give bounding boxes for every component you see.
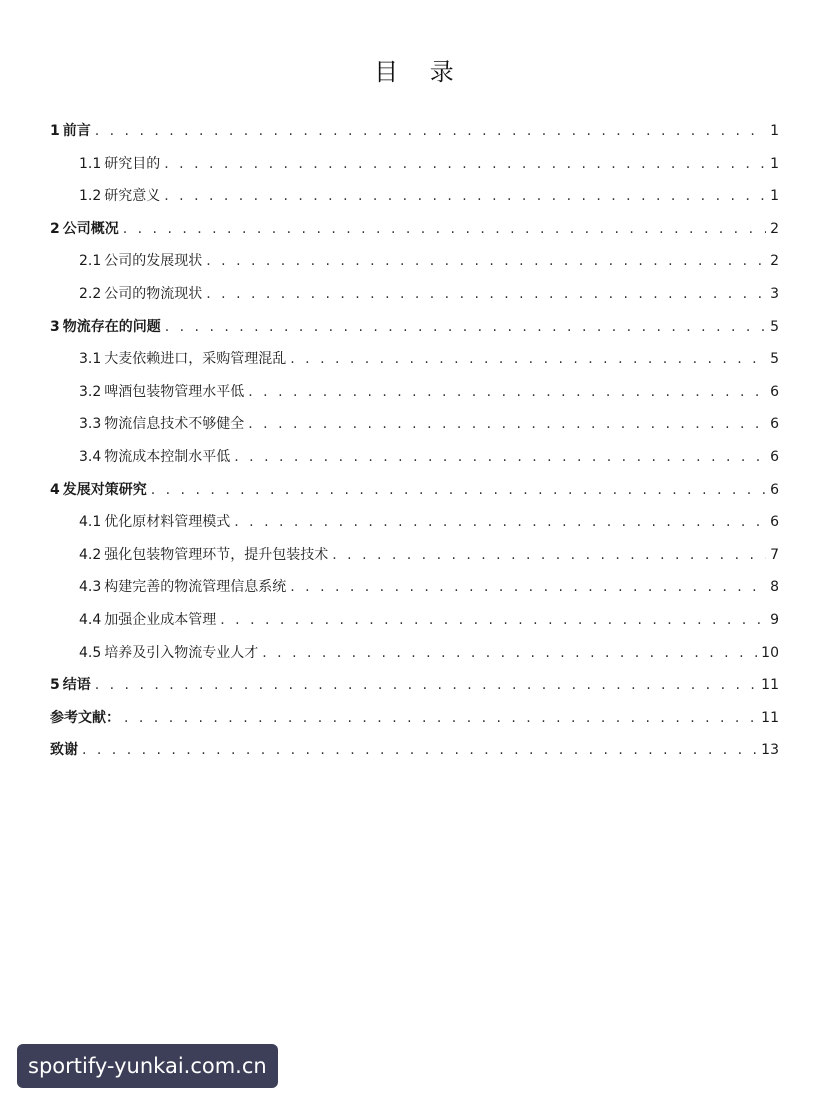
toc-entry[interactable]	[50, 575, 779, 608]
toc-entry-number: 1.1	[79, 155, 102, 172]
page-title: 目 录	[374, 58, 466, 86]
toc-dot-leader	[248, 380, 766, 404]
toc-entry-number: 4.3	[79, 579, 102, 596]
toc-entry-page: 1	[770, 123, 779, 139]
toc-entry-number: 1	[50, 123, 60, 139]
toc-entry-text: 强化包装物管理环节，提升包装技术	[104, 546, 329, 563]
toc-entry-text: 构建完善的物流管理信息系统	[104, 579, 287, 596]
toc-dot-leader	[234, 510, 766, 534]
toc-entry-page: 7	[770, 546, 779, 563]
toc-entry[interactable]	[50, 217, 779, 250]
toc-entry-number: 4.2	[79, 546, 102, 563]
toc-entry-text: 发展对策研究	[62, 481, 147, 498]
toc-entry[interactable]	[50, 347, 779, 380]
toc-dot-leader	[124, 706, 757, 730]
toc-entry-label	[50, 706, 120, 730]
toc-entry-text: 加强企业成本管理	[104, 611, 217, 628]
toc-entry-page: 1	[770, 188, 779, 205]
toc-entry-text: 研究目的	[104, 155, 161, 172]
toc-entry[interactable]	[50, 543, 779, 576]
toc-entry-text: 前言	[62, 123, 91, 139]
toc-entry-text: 结语	[62, 677, 91, 694]
toc-entry[interactable]	[50, 673, 779, 706]
toc-entry-text: 物流存在的问题	[62, 318, 161, 335]
toc-entry-label	[79, 184, 160, 208]
toc-entry[interactable]	[50, 478, 779, 511]
toc-entry-number: 1.2	[79, 188, 102, 205]
toc-entry-text: 公司的物流现状	[104, 285, 203, 302]
toc-entry-text: 啤酒包装物管理水平低	[104, 383, 245, 400]
toc-entry-text: 公司的发展现状	[104, 253, 203, 270]
toc-entry[interactable]	[50, 510, 779, 543]
toc-dot-leader	[164, 184, 766, 208]
toc-entry-label	[50, 673, 91, 697]
toc-entry-label	[79, 641, 258, 665]
toc-dot-leader	[164, 152, 766, 176]
toc-entry-label	[50, 478, 147, 502]
toc-entry-number: 3.2	[79, 383, 102, 400]
toc-dot-leader	[165, 315, 766, 339]
toc-entry-number: 5	[50, 677, 60, 694]
toc-entry[interactable]	[50, 282, 779, 315]
toc-entry-page: 6	[770, 448, 779, 465]
toc-entry-page: 6	[770, 416, 779, 433]
toc-entry-label	[50, 119, 91, 143]
toc-entry[interactable]	[50, 445, 779, 478]
toc-entry-page: 11	[761, 709, 779, 726]
toc-entry-text: 物流信息技术不够健全	[104, 416, 245, 433]
toc-entry[interactable]	[50, 412, 779, 445]
table-of-contents	[50, 119, 779, 771]
toc-entry-label	[79, 412, 244, 436]
toc-dot-leader	[220, 608, 766, 632]
toc-entry-text: 培养及引入物流专业人才	[104, 644, 259, 661]
toc-entry[interactable]	[50, 315, 779, 348]
toc-entry-number: 4.4	[79, 611, 102, 628]
toc-entry-label	[79, 249, 202, 273]
toc-entry-page: 1	[770, 155, 779, 172]
toc-entry[interactable]	[50, 738, 779, 771]
toc-dot-leader	[290, 347, 766, 371]
toc-entry[interactable]	[50, 249, 779, 282]
toc-entry-text: 大麦依赖进口，采购管理混乱	[104, 351, 287, 368]
toc-entry-number: 4.5	[79, 644, 102, 661]
toc-dot-leader	[206, 249, 766, 273]
toc-entry-label	[79, 347, 286, 371]
toc-entry-page: 6	[770, 514, 779, 531]
toc-entry-label	[79, 445, 230, 469]
toc-dot-leader	[151, 478, 766, 502]
toc-dot-leader	[248, 412, 766, 436]
toc-entry[interactable]	[50, 152, 779, 185]
watermark: sportify-yunkai.com.cn	[17, 1044, 278, 1088]
toc-entry-label	[50, 738, 78, 762]
toc-entry-number: 2.2	[79, 285, 102, 302]
toc-entry-label	[79, 380, 244, 404]
toc-entry-label	[79, 575, 286, 599]
toc-dot-leader	[206, 282, 766, 306]
toc-dot-leader	[123, 217, 766, 241]
toc-entry[interactable]	[50, 184, 779, 217]
toc-entry-text: 致谢	[50, 742, 78, 759]
toc-entry-number: 4.1	[79, 514, 102, 531]
toc-entry-text: 研究意义	[104, 188, 161, 205]
toc-entry-label	[79, 282, 202, 306]
toc-entry-number: 3	[50, 318, 60, 335]
toc-dot-leader	[290, 575, 766, 599]
toc-entry-page: 5	[770, 351, 779, 368]
toc-entry-label	[50, 315, 161, 339]
toc-entry-page: 11	[761, 677, 779, 694]
toc-dot-leader	[95, 673, 757, 697]
toc-entry[interactable]	[50, 380, 779, 413]
toc-entry-number: 3.4	[79, 448, 102, 465]
toc-dot-leader	[82, 738, 757, 762]
toc-entry-text: 公司概况	[62, 220, 119, 237]
toc-entry-page: 5	[770, 318, 779, 335]
toc-entry-page: 6	[770, 383, 779, 400]
toc-entry[interactable]	[50, 706, 779, 739]
toc-entry-label	[79, 510, 230, 534]
toc-entry-page: 8	[770, 579, 779, 596]
toc-entry-page: 6	[770, 481, 779, 498]
toc-entry-number: 2	[50, 220, 60, 237]
toc-entry-text: 物流成本控制水平低	[104, 448, 231, 465]
toc-dot-leader	[234, 445, 766, 469]
toc-entry-number: 4	[50, 481, 60, 498]
toc-entry-text: 参考文献：	[50, 709, 120, 726]
toc-entry-page: 3	[770, 285, 779, 302]
toc-entry-number: 3.3	[79, 416, 102, 433]
toc-entry-page: 9	[770, 611, 779, 628]
toc-entry-page: 13	[761, 742, 779, 759]
toc-entry-label	[79, 608, 216, 632]
toc-dot-leader	[262, 641, 757, 665]
toc-entry-page: 10	[761, 644, 779, 661]
toc-dot-leader	[332, 543, 766, 567]
toc-entry-page: 2	[770, 220, 779, 237]
toc-entry-page: 2	[770, 253, 779, 270]
toc-entry-label	[79, 543, 328, 567]
toc-entry[interactable]	[50, 608, 779, 641]
toc-entry-number: 3.1	[79, 351, 102, 368]
toc-entry-label	[79, 152, 160, 176]
toc-entry-text: 优化原材料管理模式	[104, 514, 231, 531]
toc-entry[interactable]	[50, 641, 779, 674]
toc-entry[interactable]	[50, 119, 779, 152]
toc-dot-leader	[95, 119, 766, 143]
toc-entry-label	[50, 217, 119, 241]
toc-entry-number: 2.1	[79, 253, 102, 270]
